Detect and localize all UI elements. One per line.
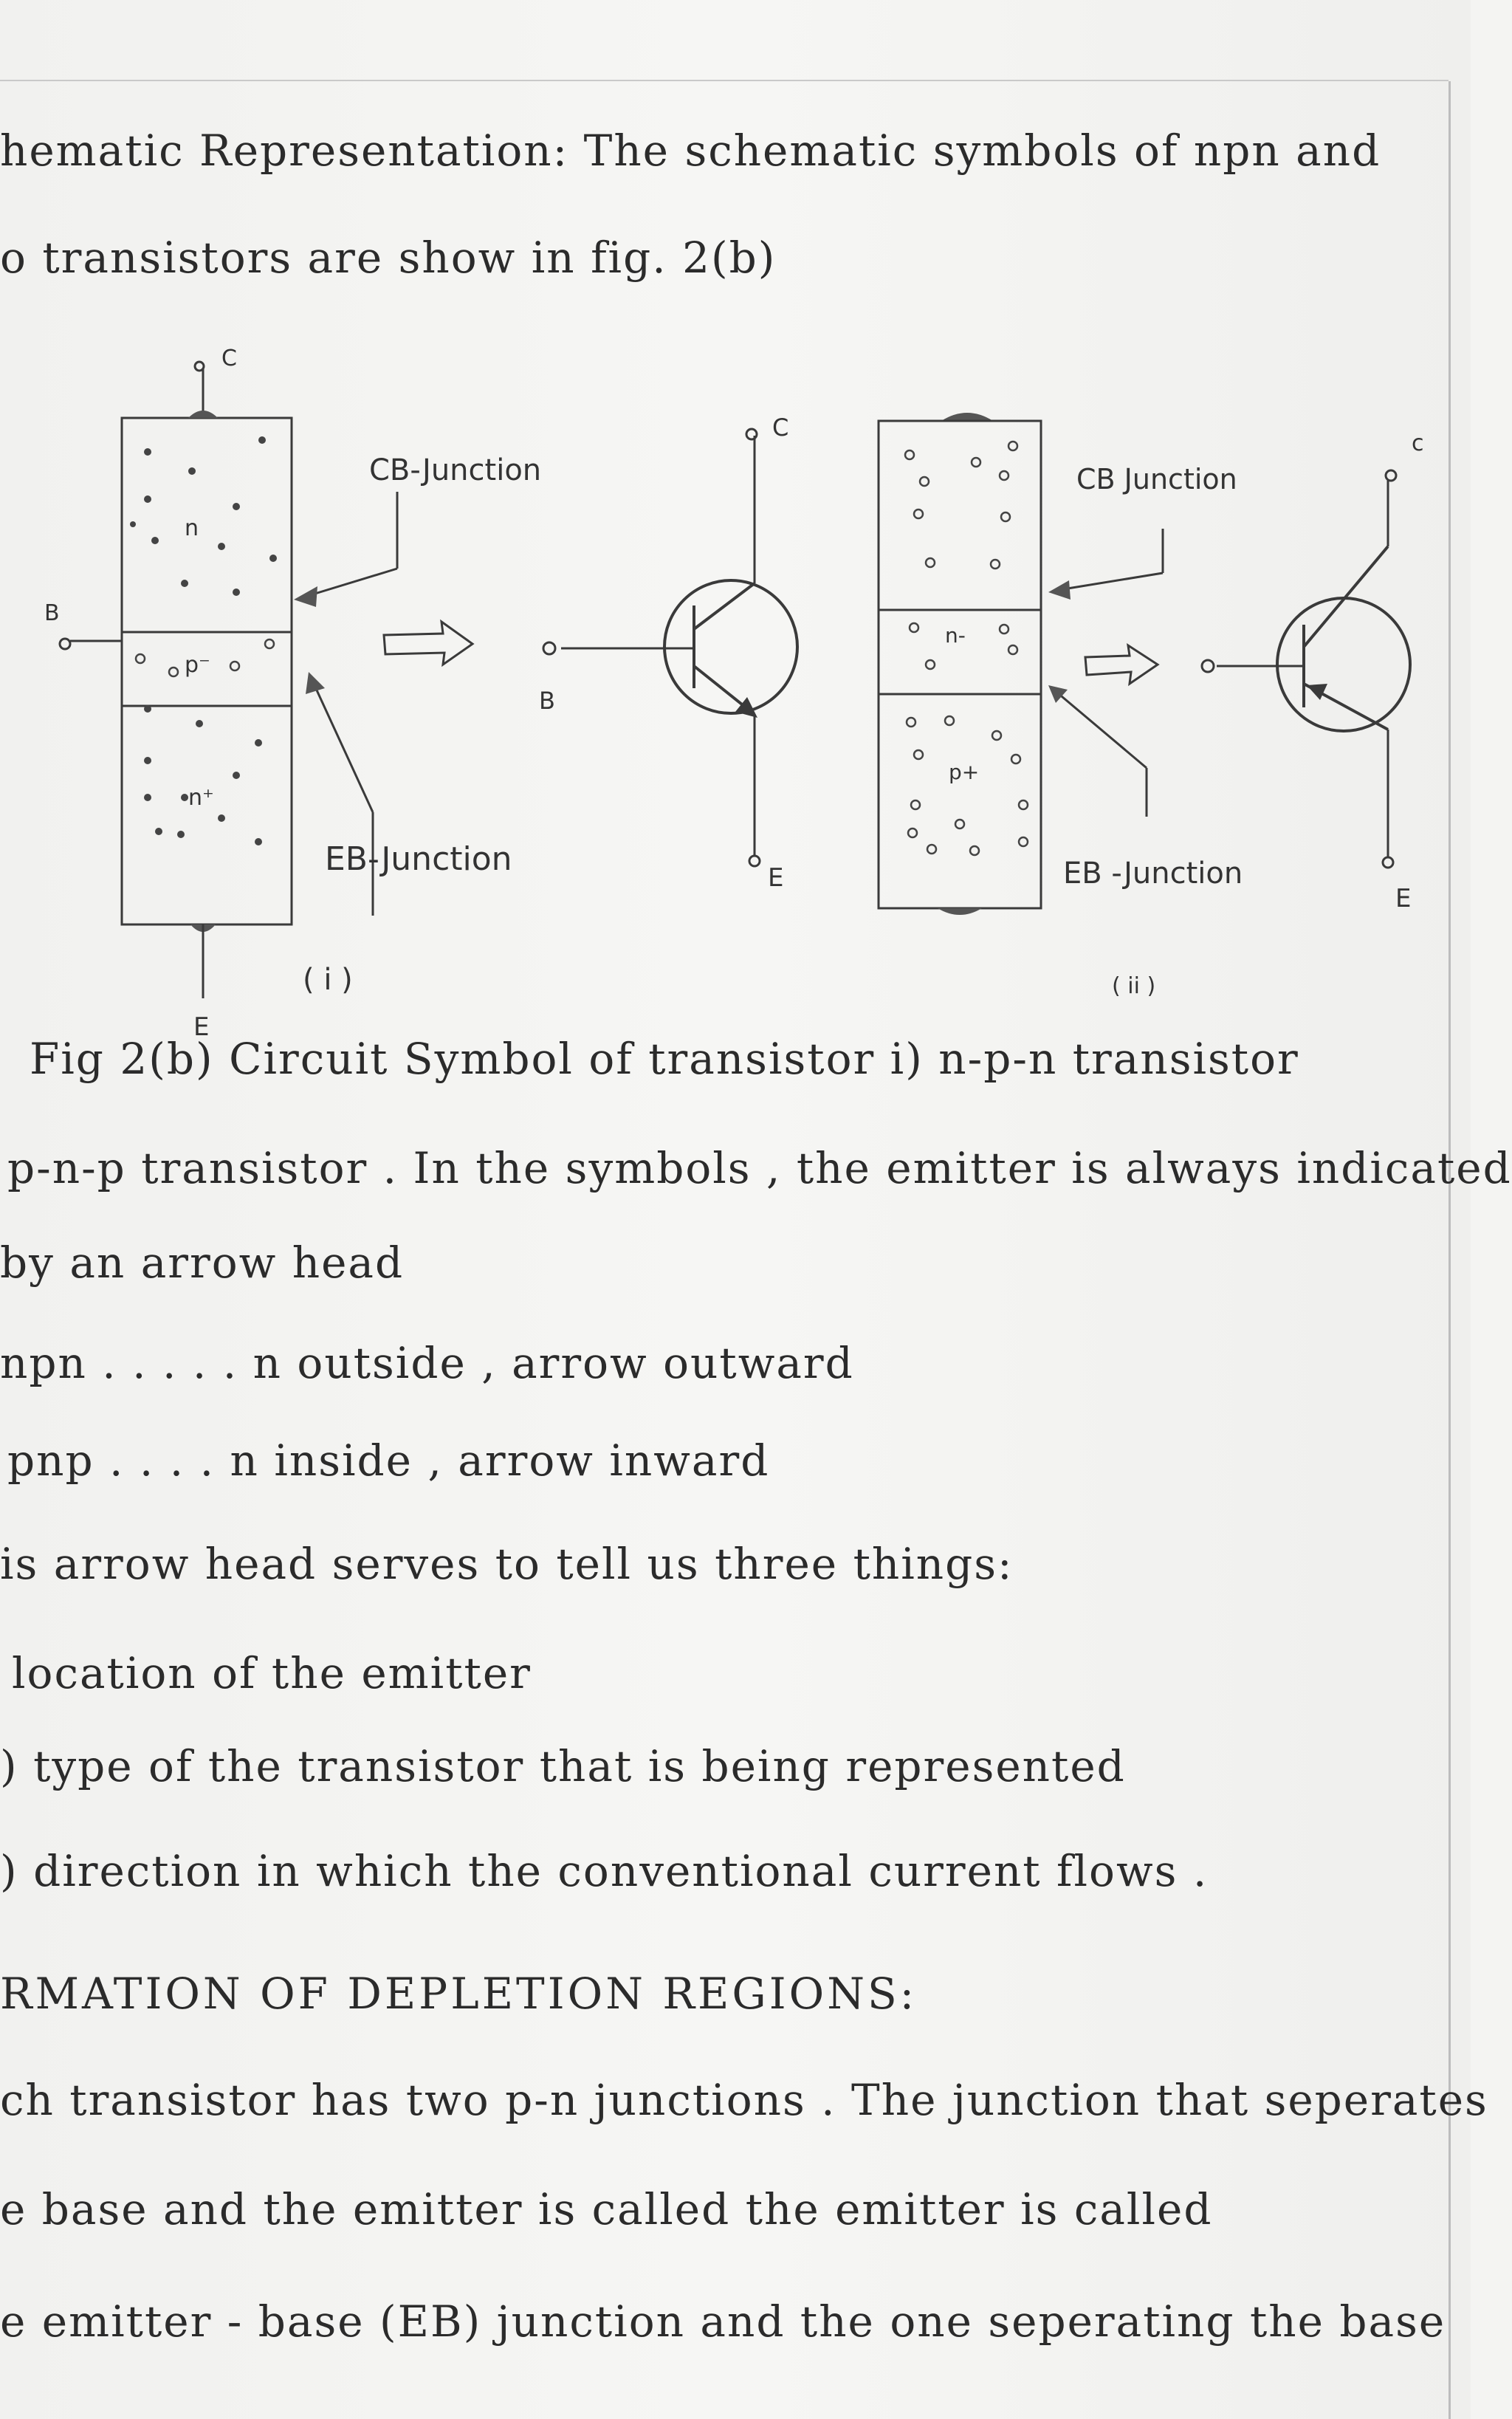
arrow-right-icon-2 (1085, 645, 1158, 684)
line-pnp-rule: pnp . . . . n inside , arrow inward (7, 1435, 770, 1486)
transistor-figure (0, 325, 1449, 1042)
line-location: location of the emitter (12, 1648, 532, 1698)
section-heading: RMATION OF DEPLETION REGIONS: (0, 1969, 918, 2019)
right-margin-line (1449, 81, 1451, 2419)
paragraph-line-1: ch transistor has two p-n junctions . The junction that seperates (0, 2075, 1488, 2125)
figure-caption: Fig 2(b) Circuit Symbol of transistor i) n-p-n transistor (30, 1034, 1299, 1084)
npn-symbol-c-label: C (772, 414, 789, 442)
npn-block-nplus-label: n⁺ (188, 785, 214, 811)
eb-junction-label-left: EB-Junction (325, 840, 512, 878)
pnp-block-n-label: n- (945, 623, 966, 648)
pnp-symbol (1202, 430, 1424, 913)
npn-block-p-label: p⁻ (185, 652, 210, 678)
npn-block-diagram (44, 346, 541, 1042)
npn-symbol (539, 414, 797, 893)
line-type: ) type of the transistor that is being represented (0, 1741, 1126, 1791)
line-pnp-symbols: p-n-p transistor . In the symbols , the emitter is always indicated (7, 1143, 1512, 1193)
sub-label-ii: ( ii ) (1112, 973, 1156, 999)
npn-block-n-label: n (185, 515, 199, 541)
paragraph-line-2: e base and the emitter is called the emitter is called (0, 2184, 1213, 2234)
sub-label-i: ( i ) (303, 963, 353, 997)
npn-symbol-e-label: E (768, 863, 784, 893)
intro-line-1: hematic Representation: The schematic symbols of npn and (0, 126, 1381, 176)
top-rule (0, 80, 1449, 81)
pnp-block-p-label: p+ (949, 760, 980, 784)
paragraph-line-3: e emitter - base (EB) junction and the one seperating the base (0, 2296, 1446, 2347)
cb-junction-label-right: CB Junction (1076, 463, 1237, 495)
line-direction: ) direction in which the conventional current flows . (0, 1846, 1209, 1896)
line-three-things: is arrow head serves to tell us three things: (0, 1539, 1014, 1589)
arrow-right-icon (384, 622, 472, 665)
npn-block-c-label: C (221, 346, 237, 371)
cb-junction-label-left: CB-Junction (369, 453, 542, 487)
npn-block-b-label: B (44, 600, 60, 626)
line-npn-rule: npn . . . . . n outside , arrow outward (0, 1338, 854, 1388)
npn-block-e-label: E (193, 1012, 210, 1042)
pnp-block-diagram (879, 413, 1243, 915)
pnp-symbol-c-label: c (1412, 430, 1424, 456)
pnp-symbol-e-label: E (1395, 884, 1412, 913)
intro-line-2: o transistors are show in fig. 2(b) (0, 233, 777, 283)
npn-symbol-b-label: B (539, 687, 555, 715)
eb-junction-label-right: EB -Junction (1063, 857, 1243, 891)
line-arrow-head: by an arrow head (0, 1238, 405, 1288)
